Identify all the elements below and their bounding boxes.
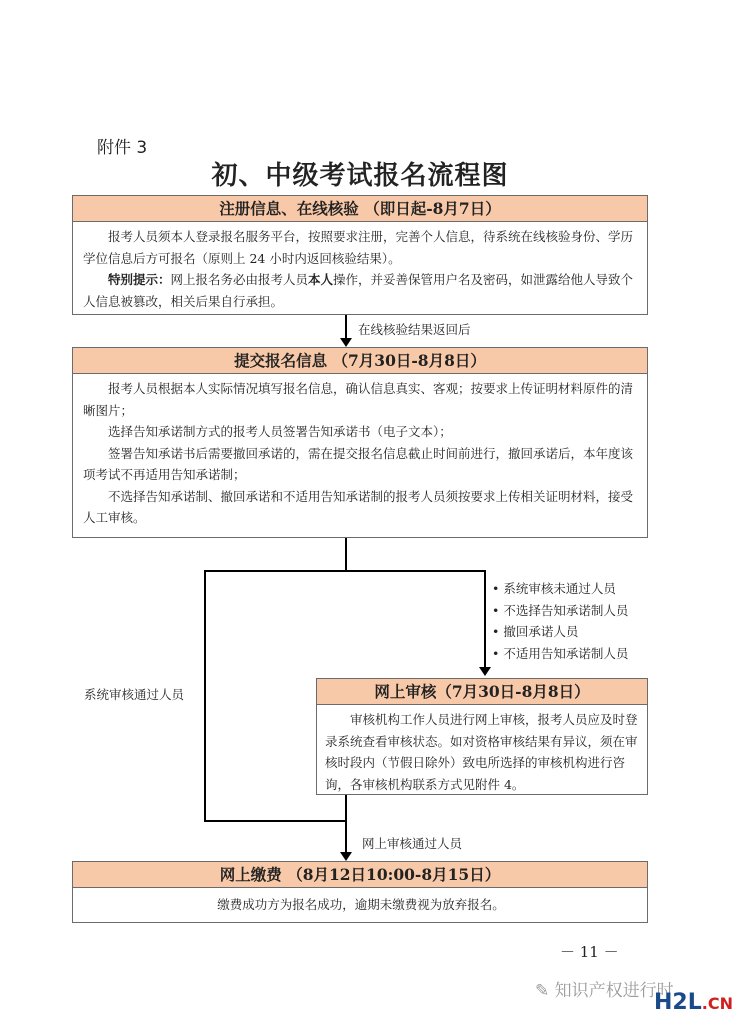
step3-header: 网上审核（7月30日-8月8日） <box>317 679 647 705</box>
step2-body <box>73 374 647 533</box>
step4-body <box>73 888 647 920</box>
step1-tip <box>83 269 639 312</box>
connector-step3-down <box>345 795 347 853</box>
arrow2-head <box>340 852 352 861</box>
arrow-to-step3-head <box>479 667 491 676</box>
tip-bold: 本人 <box>308 272 334 287</box>
step4-header: 网上缴费 （8月12日10:00-8月15日） <box>73 862 647 888</box>
logo-suffix: .CN <box>701 994 733 1013</box>
step2-paragraph-1: 报考人员根据本人实际情况填写报名信息，确认信息真实、客观；按要求上传证明材料原件的清晰图片； <box>83 381 634 418</box>
tip-text-b: 操作，并妥善保管用户名及密码，如泄露给他人导致个人信息被篡改，相关后果自行承担。 <box>83 272 634 309</box>
step3-box <box>316 678 648 795</box>
step4-paragraph: 缴费成功方为报名成功，逾期未缴费视为放弃报名。 <box>217 897 505 912</box>
step1-box <box>72 195 648 315</box>
connector-down-from-step2 <box>345 538 347 571</box>
page-title: 初、中级考试报名流程图 <box>211 161 509 191</box>
watermark-text: 知识产权进行时 <box>554 981 674 1001</box>
site-logo <box>654 990 733 1015</box>
step2-header: 提交报名信息 （7月30日-8月8日） <box>73 348 647 374</box>
step3-paragraph: 审核机构工作人员进行网上审核，报考人员应及时登录系统查看审核状态。如对资格审核结果有异议，须在审核时段内（节假日除外）致电所选择的审核机构进行咨询，各审核机构联系方式见附件 4。 <box>325 712 638 792</box>
bullet-item: • 撤回承诺人员 <box>492 621 628 643</box>
step2-paragraph-2: 选择告知承诺制方式的报考人员签署告知承诺书（电子文本）； <box>108 424 452 439</box>
left-note: 系统审核通过人员 <box>84 687 185 702</box>
bullet-list <box>492 578 628 664</box>
step1-body <box>73 222 647 316</box>
arrow1-head <box>340 338 352 347</box>
annex-label: 附件 3 <box>97 138 148 158</box>
bullet-item: • 不适用告知承诺制人员 <box>492 643 628 665</box>
tip-text-a: 网上报名务必由报考人员 <box>170 272 309 287</box>
step1-header: 注册信息、在线核验 （即日起-8月7日） <box>73 196 647 222</box>
step2-paragraph-3: 签署告知承诺书后需要撤回承诺的，需在提交报名信息截止时间前进行，撤回承诺后，本年度该项考试不再适用告知承诺制； <box>83 445 634 482</box>
step2-paragraph-4: 不选择告知承诺制、撤回承诺和不适用告知承诺制的报考人员须按要求上传相关证明材料，接受人工审核。 <box>83 488 634 525</box>
step1-paragraph: 报考人员须本人登录报名服务平台，按照要求注册，完善个人信息，待系统在线核验身份、学历学位信息后方可报名（原则上 24 小时内返回核验结果）。 <box>83 229 634 266</box>
connector-horizontal-top <box>204 570 486 572</box>
bullet-item: • 不选择告知承诺制人员 <box>492 600 628 622</box>
connector-right-vertical <box>484 570 486 668</box>
connector-bottom-horizontal <box>204 820 347 822</box>
watermark <box>535 976 674 1001</box>
arrow1-line <box>345 315 347 339</box>
step4-box <box>72 861 648 923</box>
step2-box <box>72 347 648 538</box>
connector-left-vertical <box>204 570 206 822</box>
tip-label: 特别提示： <box>108 272 171 287</box>
arrow2-note: 网上审核通过人员 <box>362 836 463 851</box>
bullet-item: • 系统审核未通过人员 <box>492 578 628 600</box>
page-number: － 11 － <box>560 943 619 961</box>
step3-body <box>317 705 647 799</box>
arrow1-note: 在线核验结果返回后 <box>358 322 471 337</box>
logo-text: H2L <box>654 990 702 1015</box>
wechat-icon: ✎ <box>535 981 555 1001</box>
